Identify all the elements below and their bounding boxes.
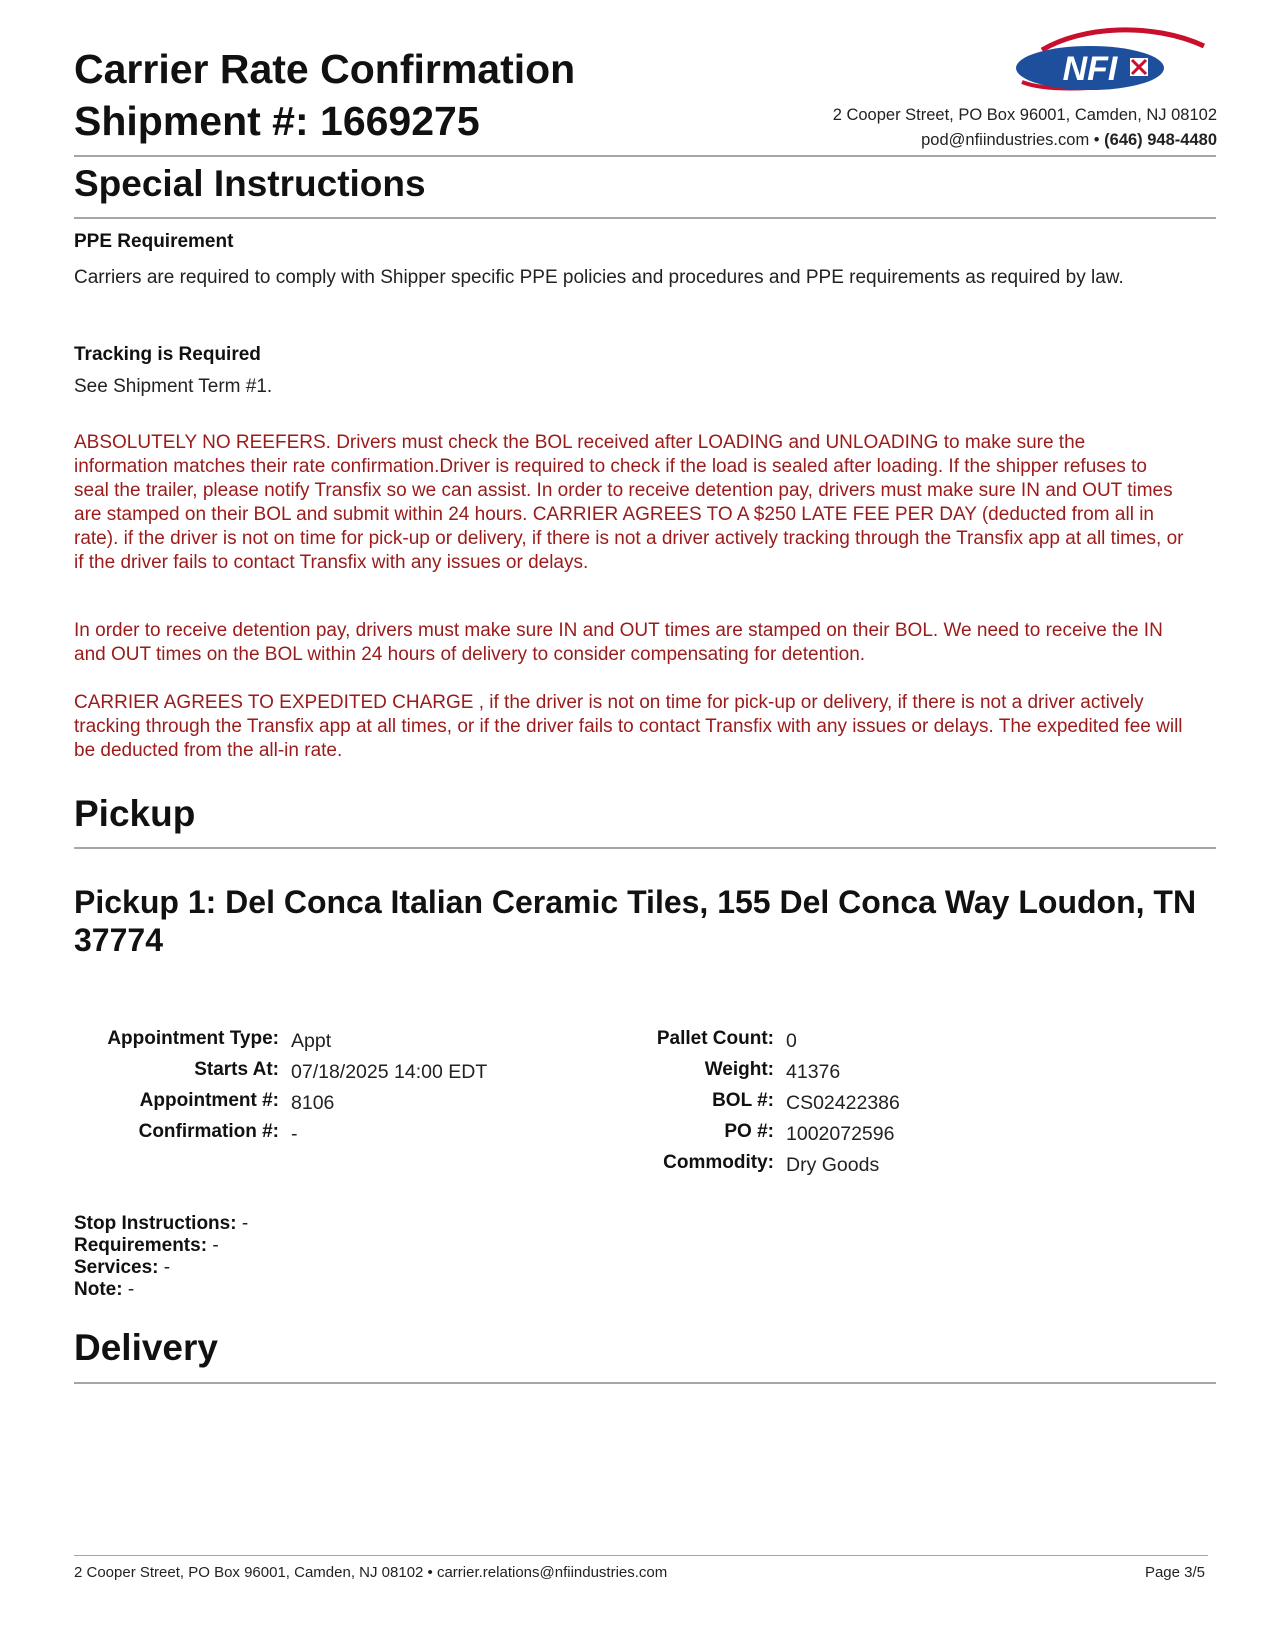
weight-value: 41376	[786, 1061, 841, 1083]
header-contact	[921, 131, 1217, 150]
instructions-paragraph-2: In order to receive detention pay, drivers must make sure IN and OUT times are stamped on their BOL. We need to receive the IN and OUT times on the BOL within 24 hours of delivery to consider compensating for detention.	[74, 620, 1163, 665]
confirmation-number-value: -	[291, 1123, 298, 1145]
bol-number-label: BOL #:	[712, 1090, 774, 1111]
note-label: Note:	[74, 1279, 123, 1300]
instructions-paragraph-3: CARRIER AGREES TO EXPEDITED CHARGE , if the driver is not on time for pick-up or delivery, if there is not a driver actively tracking through the Transfix app at all times, or if the driver fails to contact Transfix with any issues or delays. The expedited fee will be deducted from the all-in rate.	[74, 692, 1183, 761]
services-row	[74, 1257, 248, 1279]
starts-at-label: Starts At:	[194, 1059, 279, 1080]
bol-number-value: CS02422386	[786, 1092, 900, 1114]
note-value: -	[127, 1279, 135, 1300]
appointment-type-value: Appt	[291, 1030, 332, 1052]
pickup-stop-title: Pickup 1: Del Conca Italian Ceramic Tiles, 155 Del Conca Way Loudon, TN 37774	[74, 884, 1197, 958]
appointment-type-label: Appointment Type:	[107, 1028, 279, 1049]
logo-text: NFI	[1062, 50, 1118, 88]
stop-details	[74, 1213, 248, 1301]
pickup-heading: Pickup	[74, 793, 196, 834]
pallet-count-label: Pallet Count:	[656, 1028, 774, 1049]
header-divider	[74, 155, 1216, 157]
tracking-title: Tracking is Required	[74, 344, 261, 365]
ppe-text: Carriers are required to comply with Shipper specific PPE policies and procedures and PPE requirements as required by law.	[74, 267, 1124, 288]
commodity-label: Commodity:	[663, 1152, 774, 1173]
header-email: pod@nfiindustries.com	[921, 131, 1090, 149]
confirmation-number-label: Confirmation #:	[138, 1121, 279, 1142]
requirements-label: Requirements:	[74, 1235, 208, 1256]
note-row	[74, 1279, 248, 1301]
commodity-value: Dry Goods	[786, 1154, 880, 1176]
appointment-number-value: 8106	[291, 1092, 335, 1114]
special-instructions-divider	[74, 217, 1216, 219]
special-instructions-heading: Special Instructions	[74, 163, 426, 204]
requirements-row	[74, 1235, 248, 1257]
stop-instructions-value: -	[241, 1213, 249, 1234]
stop-instructions-label: Stop Instructions:	[74, 1213, 237, 1234]
requirements-value: -	[212, 1235, 219, 1256]
delivery-heading: Delivery	[74, 1327, 218, 1368]
header-separator: •	[1093, 131, 1100, 149]
footer-divider	[74, 1555, 1208, 1556]
starts-at-value: 07/18/2025 14:00 EDT	[291, 1061, 488, 1083]
tracking-text: See Shipment Term #1.	[74, 376, 273, 397]
header-phone: (646) 948-4480	[1104, 131, 1217, 149]
instructions-paragraph-1: ABSOLUTELY NO REEFERS. Drivers must check the BOL received after LOADING and UNLOADING to make sure the information matches their rate confirmation.Driver is required to check if the load is sealed after loading. If the shipper refuses to seal the trailer, please notify Transfix so we can assist. In order to receive detention pay, drivers must make sure IN and OUT times are stamped on their BOL and submit within 24 hours. CARRIER AGREES TO A $250 LATE FEE PER DAY (deducted from all in rate). if the driver is not on time for pick-up or delivery, if there is not a driver actively tracking through the Transfix app at all times, or if the driver fails to contact Transfix with any issues or delays.	[74, 432, 1184, 573]
shipment-number: Shipment #: 1669275	[74, 98, 480, 144]
appointment-number-label: Appointment #:	[139, 1090, 279, 1111]
pallet-count-value: 0	[786, 1030, 797, 1052]
header-address: 2 Cooper Street, PO Box 96001, Camden, NJ 08102	[832, 106, 1217, 124]
services-label: Services:	[74, 1257, 159, 1278]
pickup-divider	[74, 847, 1216, 849]
footer-text: 2 Cooper Street, PO Box 96001, Camden, NJ 08102 • carrier.relations@nfiindustries.com	[74, 1564, 668, 1581]
stop-instructions-row	[74, 1213, 248, 1235]
po-number-label: PO #:	[724, 1121, 774, 1142]
nfi-logo	[1012, 20, 1212, 98]
po-number-value: 1002072596	[786, 1123, 895, 1145]
delivery-divider	[74, 1382, 1216, 1384]
ppe-title: PPE Requirement	[74, 231, 234, 252]
weight-label: Weight:	[704, 1059, 774, 1080]
services-value: -	[163, 1257, 171, 1278]
document-title: Carrier Rate Confirmation	[74, 46, 576, 92]
page-number: Page 3/5	[1144, 1564, 1205, 1581]
